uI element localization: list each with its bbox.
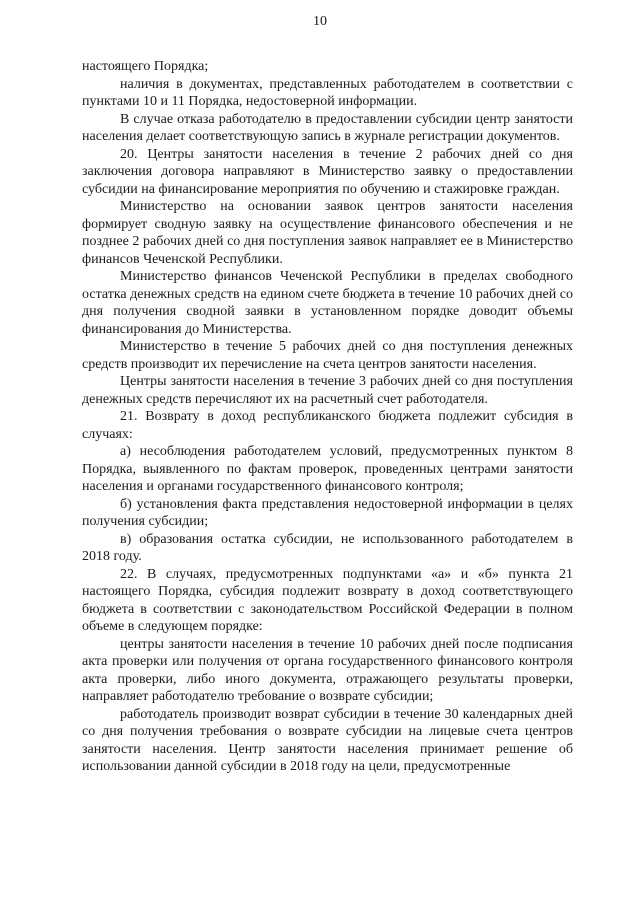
paragraph: 21. Возврату в доход республиканского бюджета подлежит субсидия в случаях: xyxy=(82,409,573,442)
paragraph: Министерство на основании заявок центров занятости населения формирует сводную заявку на осуществление финансового обеспечения и не позднее 2 рабочих дней со дня поступления заявок направляет ее в Министерство финансов Чеченской Республики. xyxy=(82,199,573,267)
paragraph: 20. Центры занятости населения в течение 2 рабочих дней со дня заключения договора направляют в Министерство заявку о предоставлении субсидии на финансирование мероприятия по обучению и стажировке граждан. xyxy=(82,146,573,197)
paragraph: работодатель производит возврат субсидии в течение 30 календарных дней со дня получения требования о возврате субсидии на лицевые счета центров занятости населения. Центр занятости населения принимает решение об использовании данной субсидии в 2018 году на цели, предусмотренные xyxy=(82,706,573,774)
paragraph: Министерство в течение 5 рабочих дней со дня поступления денежных средств производит их перечисление на счета центров занятости населения. xyxy=(82,339,573,372)
paragraph: наличия в документах, представленных работодателем в соответствии с пунктами 10 и 11 Порядка, недостоверной информации. xyxy=(82,76,573,109)
paragraph: 22. В случаях, предусмотренных подпунктами «а» и «б» пункта 21 настоящего Порядка, субсидия подлежит возврату в доход соответствующего бюджета в соответствии с законодательством Российской Федерации в полном объеме в следующем порядке: xyxy=(82,566,573,634)
page-number: 10 xyxy=(313,14,327,29)
paragraph: центры занятости населения в течение 10 рабочих дней после подписания акта проверки или получения от органа государственного финансового контроля акта проверки, либо иного документа, отражающего результаты проверки, направляет работодателю требование о возврате субсидии; xyxy=(82,636,573,704)
paragraph: настоящего Порядка; xyxy=(82,59,209,74)
paragraph: б) установления факта представления недостоверной информации в целях получения субсидии; xyxy=(82,496,573,529)
paragraph: В случае отказа работодателю в предоставлении субсидии центр занятости населения делает соответствующую запись в журнале регистрации документов. xyxy=(82,111,573,144)
paragraph: Министерство финансов Чеченской Республики в пределах свободного остатка денежных средств на едином счете бюджета в течение 10 рабочих дней со дня получения сводной заявки в установленном порядке доводит объемы финансирования до Министерства. xyxy=(82,269,573,337)
paragraph: Центры занятости населения в течение 3 рабочих дней со дня поступления денежных средств перечисляют их на расчетный счет работодателя. xyxy=(82,374,573,407)
document-body xyxy=(82,58,573,776)
paragraph: а) несоблюдения работодателем условий, предусмотренных пунктом 8 Порядка, выявленного по фактам проверок, проведенных центрами занятости населения и органами государственного финансового контроля; xyxy=(82,444,573,494)
paragraph: в) образования остатка субсидии, не использованного работодателем в 2018 году. xyxy=(82,531,573,564)
